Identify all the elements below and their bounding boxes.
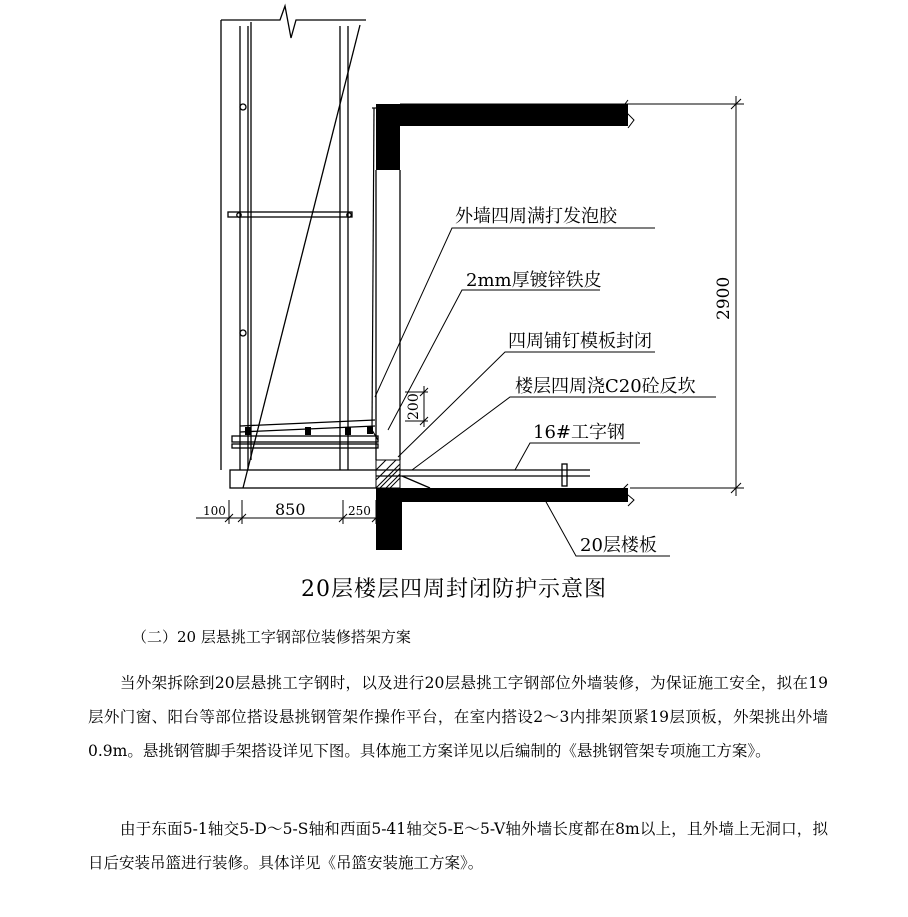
label-slab: 20层楼板 xyxy=(580,535,657,556)
label-i-beam: 16#工字钢 xyxy=(533,422,625,443)
i-beam xyxy=(376,464,590,488)
label-curb: 楼层四周浇C20砼反坎 xyxy=(515,376,696,397)
dimension-100: 100 xyxy=(203,504,226,518)
dimension-250: 250 xyxy=(348,504,371,518)
dimension-850: 850 xyxy=(275,500,306,519)
wall-structure xyxy=(376,100,634,550)
section-heading: （二）20 层悬挑工字钢部位装修搭架方案 xyxy=(132,628,411,646)
concrete-curb xyxy=(376,460,400,488)
paragraph: 当外架拆除到20层悬挑工字钢时，以及进行20层悬挑工字钢部位外墙装修，为保证施工安全，拟在19层外门窗、阳台等部位搭设悬挑钢管架作操作平台，在室内搭设2～3内排架顶紧19层顶板，外架挑出外墙0.9m。悬挑钢管脚手架搭设详见下图。具体施工方案详见以后编制的《悬挑钢管架专项施工方案》。 xyxy=(88,673,828,760)
label-galvanized-sheet: 2mm厚镀锌铁皮 xyxy=(466,270,602,291)
label-formwork: 四周铺钉模板封闭 xyxy=(508,331,652,352)
dimension-200: 200 xyxy=(406,393,422,420)
figure-title: 20层楼层四周封闭防护示意图 xyxy=(301,577,607,602)
dimension-2900: 2900 xyxy=(714,276,734,320)
paragraph: 由于东面5-1轴交5-D～5-S轴和西面5-41轴交5-E～5-V轴外墙长度都在8m以上，且外墙上无洞口，拟日后安装吊篮进行装修。具体详见《吊篮安装施工方案》。 xyxy=(88,819,828,872)
scaffold-frame xyxy=(221,6,378,488)
label-foam: 外墙四周满打发泡胶 xyxy=(455,206,617,227)
